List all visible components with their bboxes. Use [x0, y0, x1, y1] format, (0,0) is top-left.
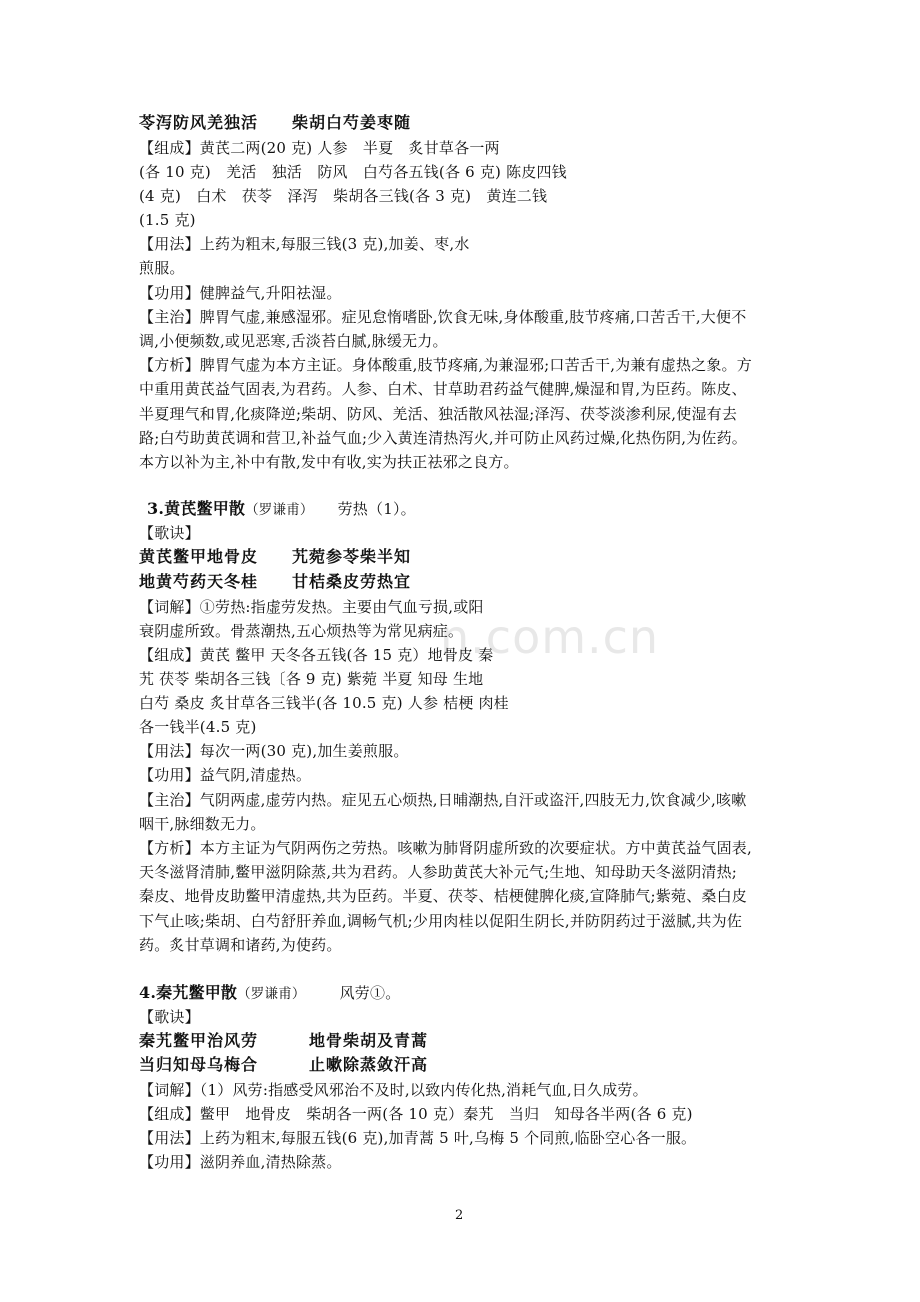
analysis-line: 【方析】本方主证为气阴两伤之劳热。咳嗽为肺肾阴虚所致的次要症状。方中黄芪益气固表, — [139, 839, 752, 857]
section-title — [147, 498, 416, 521]
usage-line: 【用法】每次一两(30 克),加生姜煎服。 — [139, 742, 409, 760]
analysis-line: 路;白芍助黄芪调和营卫,补益气血;少入黄连清热泻火,并可防止风药过燥,化热伤阴,为佐药。 — [139, 429, 747, 447]
indication-line: 调,小便频数,或见恶寒,舌淡苔白腻,脉缓无力。 — [139, 332, 448, 350]
author: （罗谦甫） — [237, 986, 306, 1002]
verse-line: 黄芪鳖甲地骨皮 艽菀参苓柴半知 — [139, 547, 412, 566]
section-title — [139, 982, 400, 1005]
usage-line: 【用法】上药为粗末,每服三钱(3 克),加姜、枣,水 — [139, 235, 470, 253]
glossary-line: 【词解】①劳热:指虚劳发热。主要由气血亏损,或阳 — [139, 598, 484, 616]
gejue-label: 【歌诀】 — [139, 1008, 200, 1026]
analysis-line: 中重用黄芪益气固表,为君药。人参、白术、甘草助君药益气健脾,燥湿和胃,为臣药。陈皮、 — [139, 380, 747, 398]
composition-line: 【组成】鳖甲 地骨皮 柴胡各一两(各 10 克）秦艽 当归 知母各半两(各 6 克) — [139, 1105, 693, 1123]
analysis-line: 本方以补为主,补中有散,发中有收,实为扶正祛邪之良方。 — [139, 453, 519, 471]
formula-title: 3.黄芪鳖甲散 — [147, 499, 246, 518]
verse-line: 地黄芍药天冬桂 甘桔桑皮劳热宜 — [139, 572, 412, 591]
analysis-line: 【方析】脾胃气虚为本方主证。身体酸重,肢节疼痛,为兼湿邪;口苦舌干,为兼有虚热之象。方 — [139, 356, 752, 374]
function-line: 【功用】滋阴养血,清热除蒸。 — [139, 1153, 342, 1171]
section-note: 劳热（1）。 — [337, 500, 416, 518]
page-number: 2 — [455, 1208, 464, 1223]
composition-line: 白芍 桑皮 炙甘草各三钱半(各 10.5 克) 人参 桔梗 肉桂 — [139, 694, 509, 712]
verse-line: 当归知母乌梅合 止嗽除蒸敛汗高 — [139, 1055, 429, 1074]
analysis-line: 天冬滋肾清肺,鳖甲滋阴除蒸,共为君药。人参助黄芪大补元气;生地、知母助天冬滋阴清热; — [139, 863, 738, 881]
watermark: n.com.cn — [440, 610, 660, 664]
composition-line: 【组成】黄芪 鳖甲 天冬各五钱(各 15 克）地骨皮 秦 — [139, 646, 494, 664]
composition-line: (4 克) 白术 茯苓 泽泻 柴胡各三钱(各 3 克) 黄连二钱 — [139, 187, 548, 205]
usage-line: 【用法】上药为粗末,每服五钱(6 克),加青蒿 5 叶,乌梅 5 个同煎,临卧空心各一服。 — [139, 1129, 697, 1147]
section-note: 风劳①。 — [339, 984, 401, 1002]
glossary-line: 衰阴虚所致。骨蒸潮热,五心烦热等为常见病症。 — [139, 622, 464, 640]
author: （罗谦甫） — [245, 502, 314, 518]
analysis-line: 秦皮、地骨皮助鳖甲清虚热,共为臣药。半夏、茯苓、桔梗健脾化痰,宣降肺气;紫菀、桑白皮 — [139, 887, 747, 905]
indication-line: 咽干,脉细数无力。 — [139, 815, 266, 833]
usage-line: 煎服。 — [139, 259, 185, 277]
glossary-line: 【词解】（1）风劳:指感受风邪治不及时,以致内传化热,消耗气血,日久成劳。 — [139, 1081, 648, 1099]
indication-line: 【主治】气阴两虚,虚劳内热。症见五心烦热,日晡潮热,自汗或盗汗,四肢无力,饮食减少,咳嗽 — [139, 791, 747, 809]
composition-line: 艽 茯苓 柴胡各三钱〔各 9 克) 紫菀 半夏 知母 生地 — [139, 670, 484, 688]
analysis-line: 药。炙甘草调和诸药,为使药。 — [139, 936, 342, 954]
composition-line: 【组成】黄芪二两(20 克) 人参 半夏 炙甘草各一两 — [139, 139, 500, 157]
composition-line: 各一钱半(4.5 克) — [139, 718, 257, 736]
verse-line: 秦艽鳖甲治风劳 地骨柴胡及青蒿 — [139, 1031, 429, 1050]
function-line: 【功用】健脾益气,升阳祛湿。 — [139, 284, 342, 302]
composition-line: (各 10 克) 羌活 独活 防风 白芍各五钱(各 6 克) 陈皮四钱 — [139, 163, 567, 181]
indication-line: 【主治】脾胃气虚,兼感湿邪。症见怠惰嗜卧,饮食无味,身体酸重,肢节疼痛,口苦舌干,大便不 — [139, 308, 747, 326]
analysis-line: 下气止咳;柴胡、白芍舒肝养血,调畅气机;少用肉桂以促阳生阴长,并防阴药过于滋腻,共为佐 — [139, 912, 743, 930]
gejue-label: 【歌诀】 — [139, 524, 200, 542]
composition-line: (1.5 克) — [139, 211, 196, 229]
formula-title: 4.秦艽鳖甲散 — [139, 983, 238, 1002]
verse-line: 苓泻防风羌独活 柴胡白芍姜枣随 — [139, 113, 412, 132]
analysis-line: 半夏理气和胃,化痰降逆;柴胡、防风、羌活、独活散风祛湿;泽泻、茯苓淡渗利尿,使湿有去 — [139, 405, 738, 423]
function-line: 【功用】益气阴,清虚热。 — [139, 766, 312, 784]
